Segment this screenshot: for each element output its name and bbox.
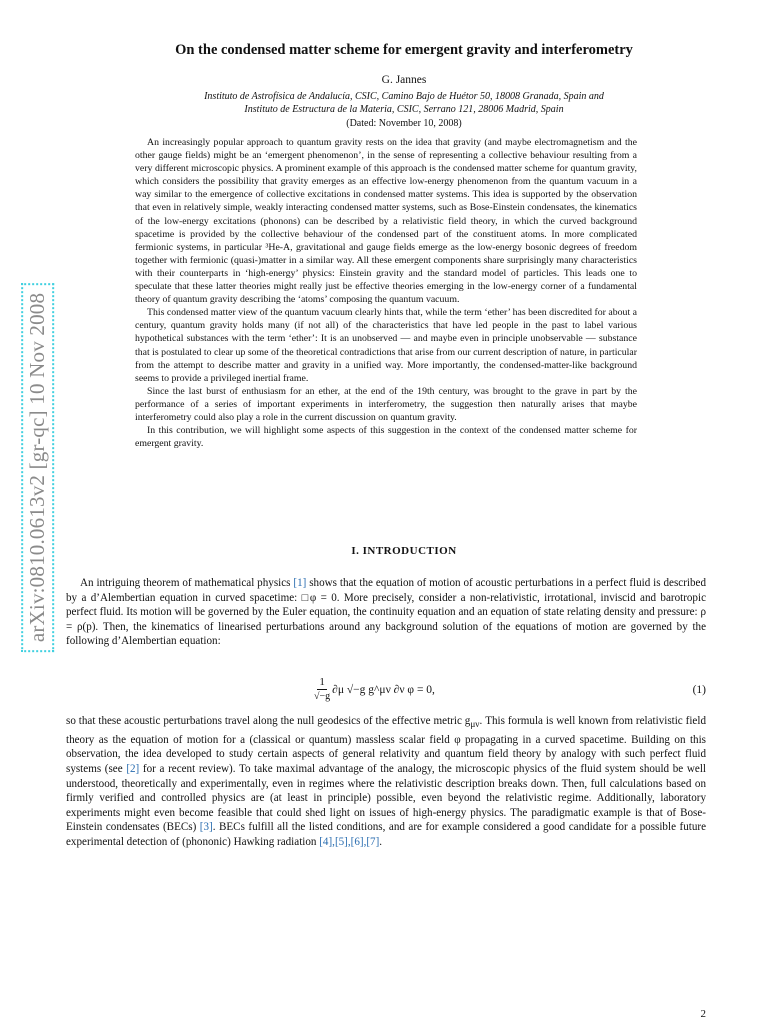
- abstract-paragraph: This condensed matter view of the quantum vacuum clearly hints that, while the term ‘ether’ has been discredited for about a century, quantum gravity holds many (if not all) of the characteristics that have led people in the past to label various hypothetical substances with the term ‘ether’: It is an unobserved — and maybe even in principle unobservable — substance that is postulated to clear up some of the theoretical contradictions that arise from our current description of nature, in particular from the attempt to describe matter and gravity in a unified way. More importantly, the condensed-matter-like background seems to provide a privileged inertial frame.: [135, 307, 637, 384]
- abstract-paragraph: In this contribution, we will highlight some aspects of this suggestion in the context of the condensed matter scheme for emergent gravity.: [135, 425, 637, 450]
- text-run: shows that the equation of motion of acoustic perturbations in a perfect fluid is described by a d’Alembertian equation in curved spacetime: □φ = 0. More precisely, consider a non-relativistic, irrotational, inviscid and barotropic perfect fluid. Its motion will be governed by the Euler equation, the continuity equation and an equation of state relating density and pressure: ρ = ρ(p). Then, the kinematics of linearised perturbations around any background solution of the equations of motion are governed by the following d’Alembertian equation:: [66, 577, 706, 648]
- paper-title: On the condensed matter scheme for emergent gravity and interferometry: [175, 42, 633, 58]
- affiliations: [80, 90, 728, 116]
- intro-paragraph-1: [66, 576, 706, 649]
- arxiv-identifier-text: arXiv:0810.0613v2 [gr-qc] 10 Nov 2008: [22, 282, 55, 651]
- fraction-denominator: √−g: [314, 691, 331, 702]
- text-run: . BECs fulfill all the listed conditions, and are for example considered a good candidate for a possible future experimental detection of (phononic) Hawking radiation: [66, 821, 706, 848]
- affiliation-line: Instituto de Astrofísica de Andalucía, CSIC, Camino Bajo de Huétor 50, 18008 Granada, Spain and: [204, 91, 604, 102]
- arxiv-sidebar-identifier[interactable]: [16, 252, 60, 682]
- fraction-numerator: 1: [319, 676, 325, 688]
- page-number: 2: [700, 1008, 706, 1020]
- section-heading: I. INTRODUCTION: [351, 545, 457, 557]
- equation-body: [314, 676, 435, 703]
- paragraph-text: [66, 576, 706, 649]
- abstract-paragraph: Since the last burst of enthusiasm for an ether, at the end of the 19th century, was brought to the grave in part by the performance of a series of important experiments in interferometry, the suggestion then naturally arises that maybe interferometry could also play a role in the current discussion on quantum gravity.: [135, 385, 637, 423]
- abstract-paragraph: An increasingly popular approach to quantum gravity rests on the idea that gravity (and maybe electromagnetism and the other gauge fields) might be an ‘emergent phenomenon’, in the sense of representing a collective behaviour resulting from a very different microscopic physics. A prominent example of this approach is the condensed matter scheme for quantum gravity, which considers the possibility that gravity emerges as an effective low-energy phenomenon from the quantum vacuum in a way similar to the emergence of collective excitations in condensed matter systems. This idea is supported by the observation that even in relatively simple, weakly interacting condensed matter systems, such as Bose-Einstein condensates, the kinematics of the low-energy excitations (phonons) can be described by a relativistic field theory, in which the curved background spacetime is provided by the collective behaviour of the condensed part of the constituent atoms. In more complicated fermionic systems, in particular ³He-A, gravitational and gauge fields emerge as the low-energy bosonic degrees of freedom together with fermionic (quasi-)matter in a similar way. All these emergent components share surprisingly many characteristics with their counterparts in ‘high-energy’ physics: Einstein gravity and the standard model of particles. This leads one to speculate that these latter theories might really just be effective theories emerging in the low-energy corner of a fundamental theory of quantum gravity describing the ‘atoms’ composing the quantum vacuum.: [135, 137, 637, 306]
- equation-1: [66, 676, 706, 710]
- equation-expression: ∂μ √−g g^μν ∂ν φ = 0,: [332, 683, 435, 696]
- citation-link-1[interactable]: [1]: [293, 577, 307, 589]
- abstract: [135, 136, 637, 450]
- affiliation-line: Instituto de Estructura de la Materia, CSIC, Serrano 121, 28006 Madrid, Spain: [244, 104, 564, 115]
- text-run: .: [379, 835, 383, 848]
- text-run: so that these acoustic perturbations travel along the null geodesics of the effective metric g: [66, 715, 471, 727]
- intro-paragraph-2: [66, 714, 706, 850]
- date-line: (Dated: November 10, 2008): [346, 118, 462, 129]
- paper-authors: G. Jannes: [381, 74, 427, 86]
- paragraph-text: [66, 714, 706, 850]
- metric-subscript: μν: [470, 720, 480, 731]
- citation-links-4-7[interactable]: [4],[5],[6],[7]: [319, 835, 380, 848]
- citation-link-2[interactable]: [2]: [126, 763, 140, 775]
- text-run: for a recent review). To take maximal advantage of the analogy, the microscopic physics of the fluid system should be well understood, theoretically and experimentally, even in regimes where the relativistic description breaks down. Then, full calculations based on firmly verified and controlled physics are (at least in principle) possible, even beyond the relativistic regime. Additionally, laboratory experiments might even become feasible that could shed light on issues of high-energy physics. The paradigmatic example is that of Bose-Einstein condensates (BECs): [66, 763, 706, 834]
- citation-link-3[interactable]: [3]: [199, 821, 213, 834]
- equation-fraction: [314, 676, 330, 703]
- text-run: An intriguing theorem of mathematical physics: [80, 577, 294, 589]
- equation-number: (1): [692, 684, 706, 696]
- text-run: . This formula is well known from relativistic field theory as the equation of motion for a (classical or quantum) massless scalar field φ propagating in a curved spacetime. Building on this observation, the idea developed to study certain aspects of general relativity and quantum field theory by analogy with such perfect fluid systems (see: [66, 715, 706, 775]
